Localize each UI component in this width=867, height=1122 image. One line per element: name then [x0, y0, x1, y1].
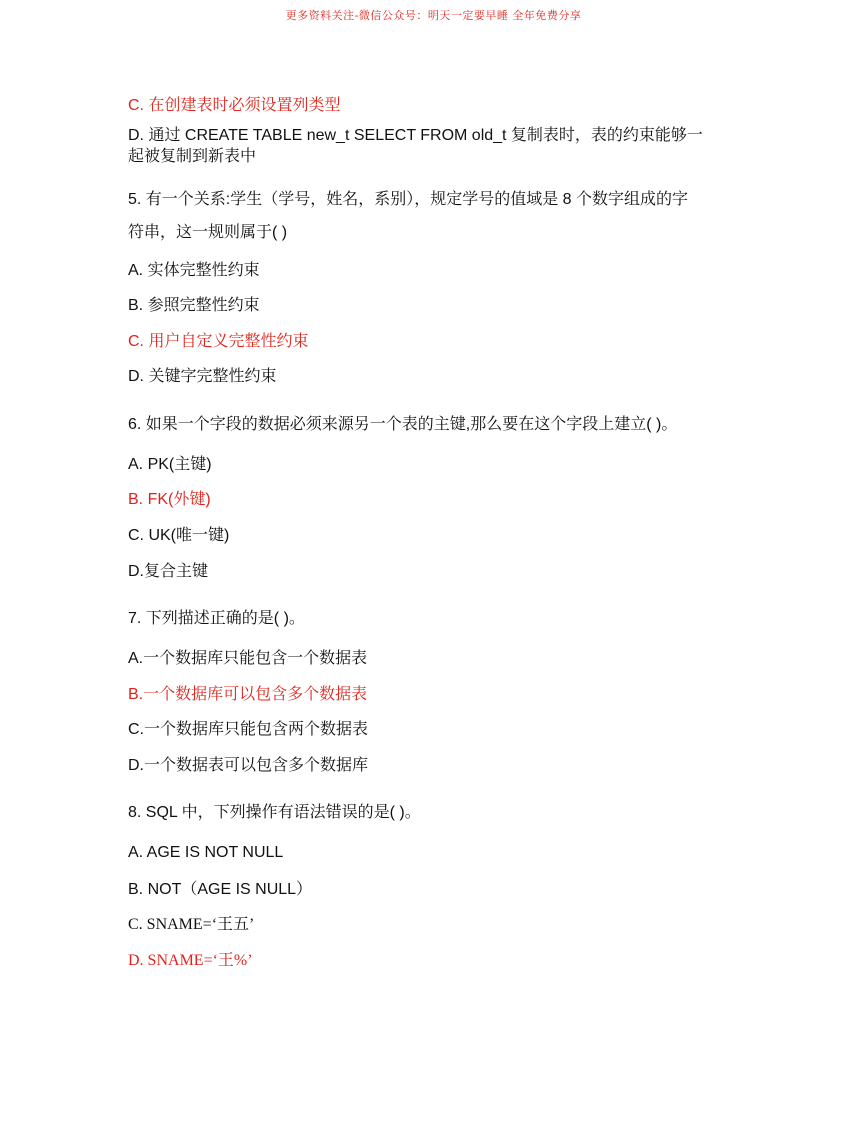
q5-option-b: B. 参照完整性约束 [128, 297, 260, 314]
q6-option-c: C. UK(唯一键) [128, 527, 230, 544]
q7-option-c: C.一个数据库只能包含两个数据表 [128, 721, 369, 738]
q7-question: 7. 下列描述正确的是( )。 [128, 610, 305, 627]
q7-option-a: A.一个数据库只能包含一个数据表 [128, 650, 368, 667]
q6-question: 6. 如果一个字段的数据必须来源另一个表的主键,那么要在这个字段上建立( )。 [128, 416, 678, 433]
q5-option-d: D. 关键字完整性约束 [128, 368, 277, 385]
q6-option-b-answer: B. FK(外键) [128, 491, 211, 508]
q5-question-line2: 符串，这一规则属于( ) [128, 224, 288, 241]
q6-option-a: A. PK(主键) [128, 456, 212, 473]
q8-option-c: C. SNAME=‘王五’ [128, 916, 255, 933]
q8-option-a: A. AGE IS NOT NULL [128, 844, 284, 861]
q5-option-c-answer: C. 用户自定义完整性约束 [128, 333, 309, 350]
q8-option-d-answer: D. SNAME=‘王%’ [128, 952, 253, 969]
q5-question-line1: 5. 有一个关系:学生（学号，姓名，系别），规定学号的值域是 8 个数字组成的字 [128, 191, 689, 208]
q7-option-d: D.一个数据表可以包含多个数据库 [128, 757, 369, 774]
page-header-banner: 更多资料关注-微信公众号：明天一定要早睡 全年免费分享 [285, 9, 582, 22]
q8-question: 8. SQL 中，下列操作有语法错误的是( )。 [128, 804, 421, 821]
q4-option-d-line1: D. 通过 CREATE TABLE new_t SELECT FROM old_t 复制表时，表的约束能够一 [128, 127, 703, 144]
q4-option-c-answer: C. 在创建表时必须设置列类型 [128, 97, 341, 114]
q5-option-a: A. 实体完整性约束 [128, 262, 260, 279]
q6-option-d: D.复合主键 [128, 563, 209, 580]
q4-option-d-line2: 起被复制到新表中 [128, 148, 257, 165]
q8-option-b: B. NOT（AGE IS NULL） [128, 881, 313, 898]
q7-option-b-answer: B.一个数据库可以包含多个数据表 [128, 686, 368, 703]
